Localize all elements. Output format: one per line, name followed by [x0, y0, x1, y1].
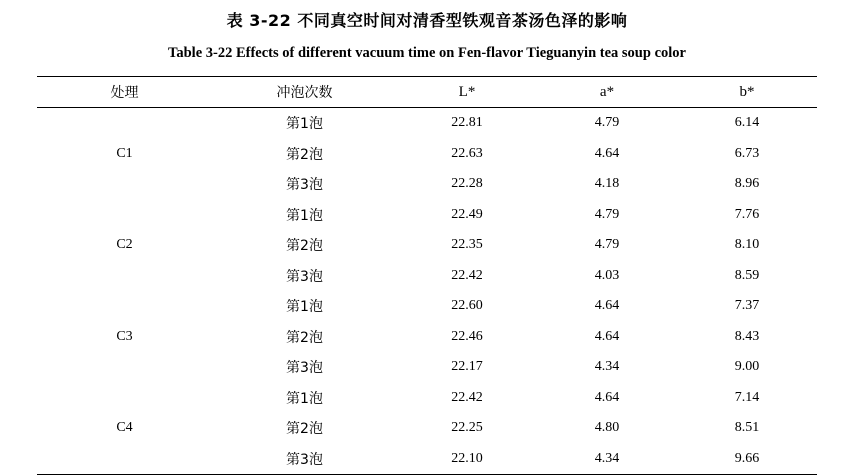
cell-treatment	[37, 200, 212, 231]
cell-a-star: 4.18	[537, 169, 677, 200]
table-row	[37, 291, 817, 322]
cell-l-star: 22.42	[397, 261, 537, 292]
cell-b-star: 8.10	[677, 230, 817, 261]
cell-b-star: 8.59	[677, 261, 817, 292]
cell-l-star: 22.63	[397, 139, 537, 170]
cell-b-star: 7.14	[677, 383, 817, 414]
cell-brew: 第2泡	[212, 322, 397, 353]
cell-l-star: 22.60	[397, 291, 537, 322]
data-table	[37, 76, 817, 475]
table-title-chinese: 表 3-22 不同真空时间对清香型铁观音茶汤色泽的影响	[0, 8, 854, 31]
cell-a-star: 4.79	[537, 230, 677, 261]
cell-a-star: 4.64	[537, 291, 677, 322]
cell-a-star: 4.34	[537, 352, 677, 383]
cell-b-star: 6.73	[677, 139, 817, 170]
cell-l-star: 22.28	[397, 169, 537, 200]
cell-l-star: 22.17	[397, 352, 537, 383]
table-row	[37, 230, 817, 261]
table-row	[37, 413, 817, 444]
cell-l-star: 22.10	[397, 444, 537, 475]
table-title-english: Table 3-22 Effects of different vacuum time on Fen-flavor Tieguanyin tea soup color	[0, 45, 854, 62]
cell-l-star: 22.46	[397, 322, 537, 353]
table-row	[37, 444, 817, 475]
cell-treatment	[37, 444, 212, 475]
cell-treatment: C1	[37, 139, 212, 170]
cell-a-star: 4.64	[537, 139, 677, 170]
column-header-l-star: L*	[397, 77, 537, 108]
table-row	[37, 200, 817, 231]
table-row	[37, 108, 817, 139]
cell-b-star: 6.14	[677, 108, 817, 139]
cell-treatment	[37, 291, 212, 322]
table-header-row	[37, 77, 817, 108]
cell-a-star: 4.64	[537, 383, 677, 414]
cell-b-star: 8.43	[677, 322, 817, 353]
column-header-brew-count: 冲泡次数	[212, 77, 397, 108]
cell-brew: 第3泡	[212, 444, 397, 475]
table-row	[37, 261, 817, 292]
cell-b-star: 8.96	[677, 169, 817, 200]
cell-a-star: 4.64	[537, 322, 677, 353]
cell-b-star: 7.76	[677, 200, 817, 231]
cell-brew: 第2泡	[212, 139, 397, 170]
cell-a-star: 4.80	[537, 413, 677, 444]
cell-l-star: 22.42	[397, 383, 537, 414]
cell-brew: 第1泡	[212, 108, 397, 139]
cell-brew: 第3泡	[212, 261, 397, 292]
table-row	[37, 322, 817, 353]
cell-brew: 第3泡	[212, 169, 397, 200]
cell-l-star: 22.25	[397, 413, 537, 444]
cell-treatment: C2	[37, 230, 212, 261]
cell-brew: 第2泡	[212, 230, 397, 261]
table-row	[37, 139, 817, 170]
cell-l-star: 22.35	[397, 230, 537, 261]
column-header-b-star: b*	[677, 77, 817, 108]
cell-treatment	[37, 261, 212, 292]
cell-brew: 第2泡	[212, 413, 397, 444]
cell-brew: 第1泡	[212, 291, 397, 322]
cell-brew: 第3泡	[212, 352, 397, 383]
cell-l-star: 22.81	[397, 108, 537, 139]
cell-a-star: 4.03	[537, 261, 677, 292]
cell-treatment: C4	[37, 413, 212, 444]
cell-b-star: 8.51	[677, 413, 817, 444]
cell-b-star: 9.66	[677, 444, 817, 475]
cell-l-star: 22.49	[397, 200, 537, 231]
cell-a-star: 4.79	[537, 200, 677, 231]
table-row	[37, 169, 817, 200]
cell-treatment	[37, 352, 212, 383]
cell-treatment	[37, 169, 212, 200]
cell-b-star: 7.37	[677, 291, 817, 322]
cell-treatment: C3	[37, 322, 212, 353]
cell-a-star: 4.79	[537, 108, 677, 139]
document-page	[0, 8, 854, 469]
cell-a-star: 4.34	[537, 444, 677, 475]
cell-treatment	[37, 108, 212, 139]
table-row	[37, 383, 817, 414]
cell-treatment	[37, 383, 212, 414]
cell-brew: 第1泡	[212, 200, 397, 231]
column-header-a-star: a*	[537, 77, 677, 108]
column-header-treatment: 处理	[37, 77, 212, 108]
cell-b-star: 9.00	[677, 352, 817, 383]
cell-brew: 第1泡	[212, 383, 397, 414]
table-row	[37, 352, 817, 383]
